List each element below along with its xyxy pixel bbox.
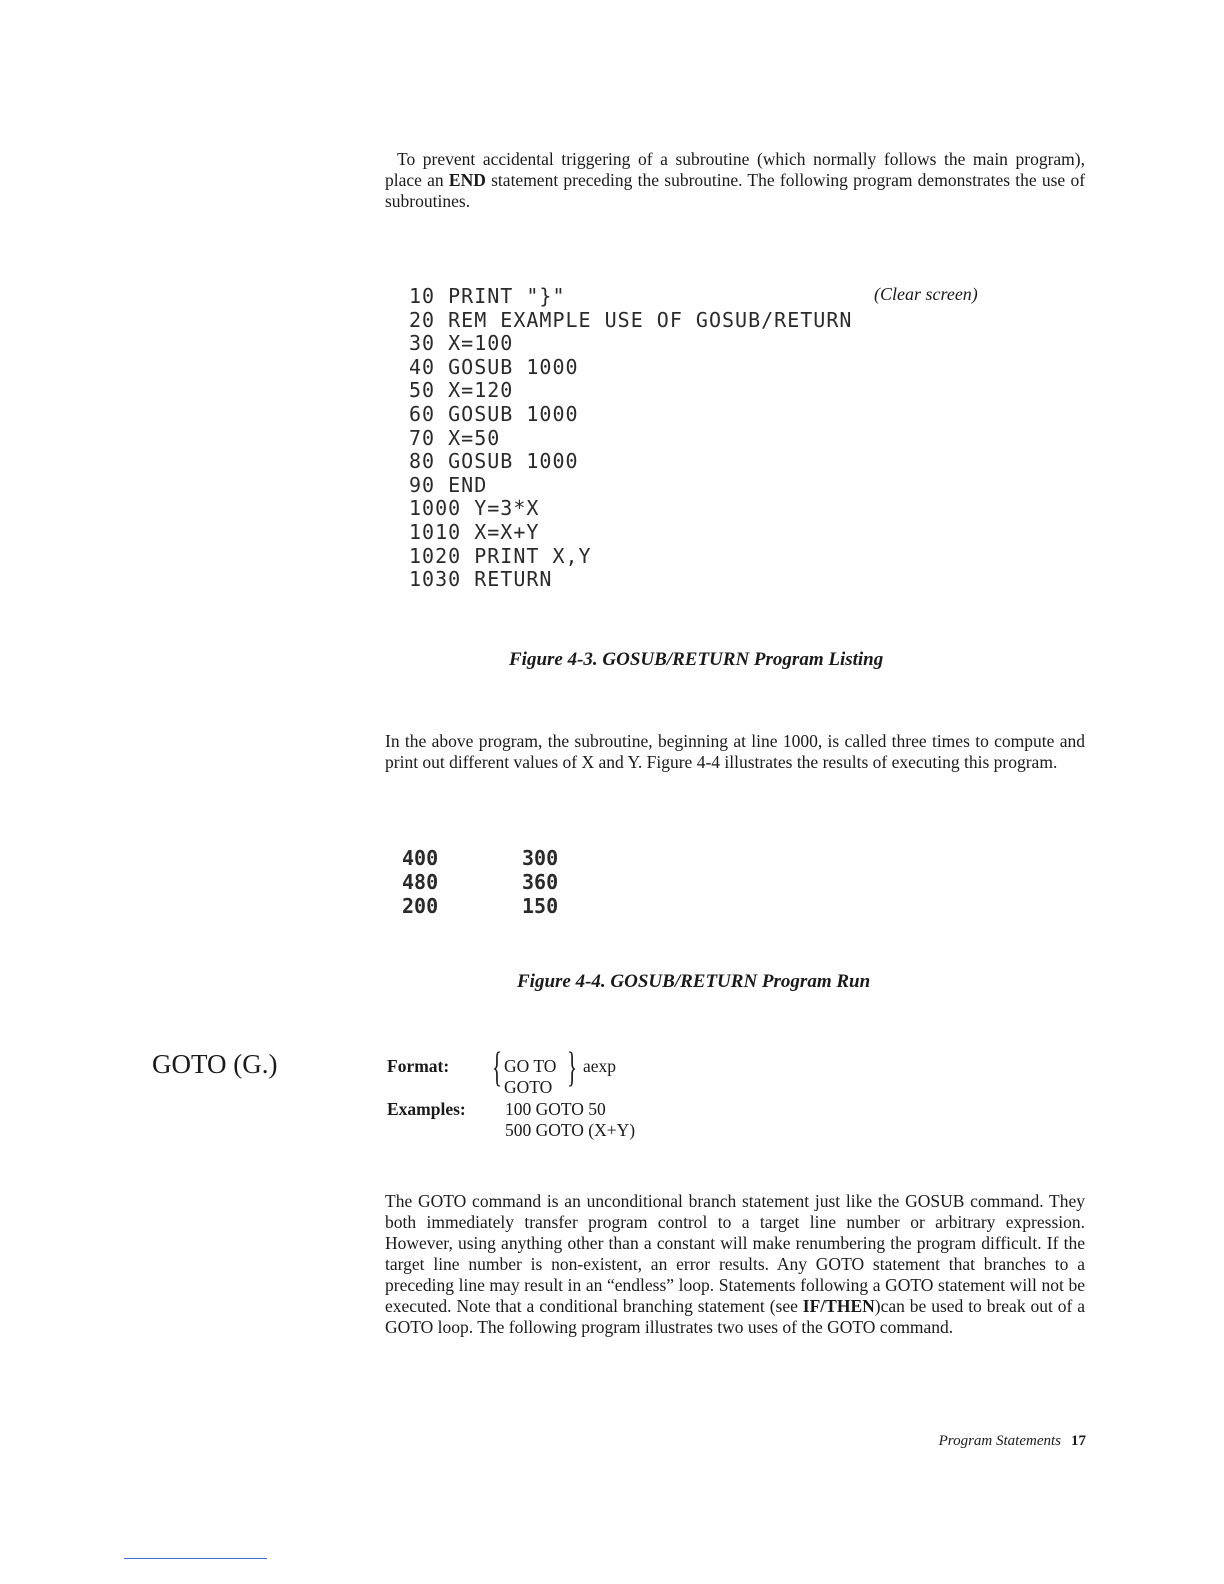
- listing-line: 40 GOSUB 1000: [409, 354, 579, 379]
- listing-line: 10 PRINT "}": [409, 284, 566, 308]
- intro-text-start: To prevent accidental triggering of a subroutine (which normally follows the main program), place an: [385, 149, 1085, 190]
- ifthen-keyword: IF/THEN: [802, 1296, 875, 1316]
- figure-4-4-caption: Figure 4-4. GOSUB/RETURN Program Run: [517, 971, 871, 992]
- listing-line: 1020 PRINT X,Y: [409, 543, 592, 568]
- listing-line: 1010 X=X+Y: [409, 519, 540, 544]
- middle-paragraph: In the above program, the subroutine, beginning at line 1000, is called three times to compute and print out different values of X and Y. Figure 4-4 illustrates the results of executing this program.: [385, 731, 1085, 772]
- listing-line: 20 REM EXAMPLE USE OF GOSUB/RETURN: [409, 307, 853, 332]
- format-option-goto: GOTO: [504, 1077, 553, 1097]
- example-2: 500 GOTO (X+Y): [505, 1120, 636, 1140]
- program-run-output: [402, 846, 642, 918]
- format-label: Format:: [387, 1056, 450, 1076]
- right-brace-icon: }: [567, 1045, 578, 1091]
- run-x-value: 480: [402, 870, 439, 894]
- footnote-rule: [124, 1558, 267, 1559]
- page-number: 17: [1071, 1433, 1086, 1449]
- goto-text-start: The GOTO command is an unconditional branch statement just like the GOSUB command. They both immediately transfer program control to a target line number or arbitrary expression. However, using anything other than a constant will make renumbering the program difficult. If the target line number is non-existent, an error results. Any GOTO statement that branches to a preceding line may result in an “endless” loop. Statements following a GOTO statement will not be executed. Note that a conditional branching statement (see: [385, 1191, 1085, 1316]
- listing-line: 70 X=50: [409, 425, 501, 450]
- listing-line: 1030 RETURN: [409, 567, 553, 592]
- goto-text-end: )can be used to break out of a GOTO loop. The following program illustrates two uses of the GOTO command.: [385, 1296, 1086, 1337]
- end-keyword: END: [448, 170, 486, 190]
- listing-line: 30 X=100: [409, 331, 514, 356]
- left-brace-icon: {: [492, 1045, 503, 1091]
- clear-screen-note: (Clear screen): [874, 284, 978, 304]
- run-row: [402, 894, 642, 918]
- example-1: 100 GOTO 50: [505, 1099, 606, 1119]
- format-argument: aexp: [583, 1056, 617, 1076]
- run-y-value: 300: [522, 846, 559, 870]
- figure-4-3-caption: Figure 4-3. GOSUB/RETURN Program Listing: [509, 649, 884, 670]
- run-x-value: 400: [402, 846, 439, 870]
- listing-line: 1000 Y=3*X: [409, 496, 540, 521]
- goto-paragraph: [385, 1191, 1085, 1338]
- listing-line: 80 GOSUB 1000: [409, 449, 579, 474]
- examples-label: Examples:: [387, 1099, 466, 1119]
- section-title-goto: GOTO (G.): [152, 1049, 278, 1079]
- footer-section-label: Program Statements: [938, 1433, 1061, 1449]
- run-y-value: 150: [522, 894, 559, 918]
- format-option-go-to: GO TO: [504, 1056, 557, 1076]
- run-row: [402, 870, 642, 894]
- intro-paragraph: [385, 149, 1085, 212]
- listing-line: 60 GOSUB 1000: [409, 401, 579, 426]
- listing-line: 90 END: [409, 472, 488, 497]
- page-footer: [939, 1433, 1086, 1450]
- run-y-value: 360: [522, 870, 559, 894]
- program-listing: [409, 285, 852, 592]
- run-row: [402, 846, 642, 870]
- intro-text-end: statement preceding the subroutine. The following program demonstrates the use of subroutines.: [385, 170, 1086, 211]
- listing-line: 50 X=120: [409, 378, 514, 403]
- run-x-value: 200: [402, 894, 439, 918]
